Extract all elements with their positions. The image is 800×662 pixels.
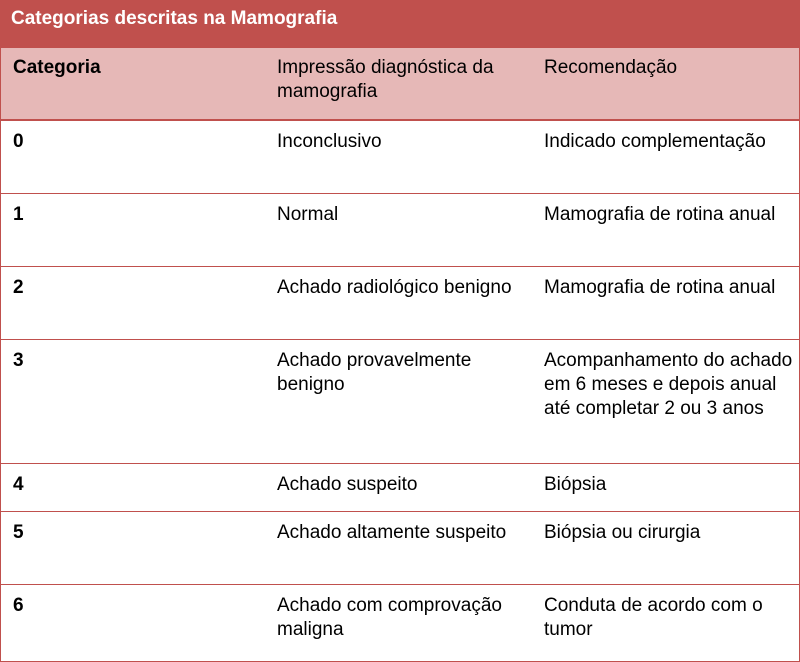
cell-categoria: 3: [13, 350, 24, 371]
table-row: [1, 464, 799, 512]
cell-impressao: Inconclusivo: [277, 131, 382, 152]
cell-impressao: Achado com comprovação maligna: [277, 595, 502, 640]
cell-impressao: Achado provavelmente benigno: [277, 350, 472, 395]
table-row: [1, 512, 799, 585]
cell-impressao: Achado radiológico benigno: [277, 277, 512, 298]
cell-recomendacao: Conduta de acordo com o tumor: [544, 595, 763, 640]
table-header-row: [1, 48, 799, 121]
cell-impressao: Normal: [277, 204, 339, 225]
table-row: [1, 267, 799, 340]
cell-recomendacao: Acompanhamento do achado em 6 meses e depois anual até completar 2 ou 3 anos: [544, 350, 793, 419]
table-row: [1, 121, 799, 194]
cell-recomendacao: Mamografia de rotina anual: [544, 277, 776, 298]
table-row: [1, 194, 799, 267]
header-categoria: Categoria: [13, 57, 101, 78]
cell-categoria: 2: [13, 277, 24, 298]
header-recomendacao: Recomendação: [544, 57, 678, 78]
cell-recomendacao: Biópsia: [544, 474, 607, 495]
cell-recomendacao: Mamografia de rotina anual: [544, 204, 776, 225]
cell-categoria: 6: [13, 595, 24, 616]
cell-impressao: Achado suspeito: [277, 474, 418, 495]
table-title: Categorias descritas na Mamografia: [0, 0, 800, 48]
table-row: [1, 585, 799, 660]
cell-categoria: 5: [13, 522, 24, 543]
cell-recomendacao: Indicado complementação: [544, 131, 766, 152]
header-impressao: Impressão diagnóstica da mamografia: [277, 57, 494, 102]
table-row: [1, 340, 799, 464]
table-body: [0, 48, 800, 662]
cell-recomendacao: Biópsia ou cirurgia: [544, 522, 701, 543]
cell-categoria: 4: [13, 474, 24, 495]
cell-impressao: Achado altamente suspeito: [277, 522, 507, 543]
cell-categoria: 1: [13, 204, 24, 225]
cell-categoria: 0: [13, 131, 24, 152]
